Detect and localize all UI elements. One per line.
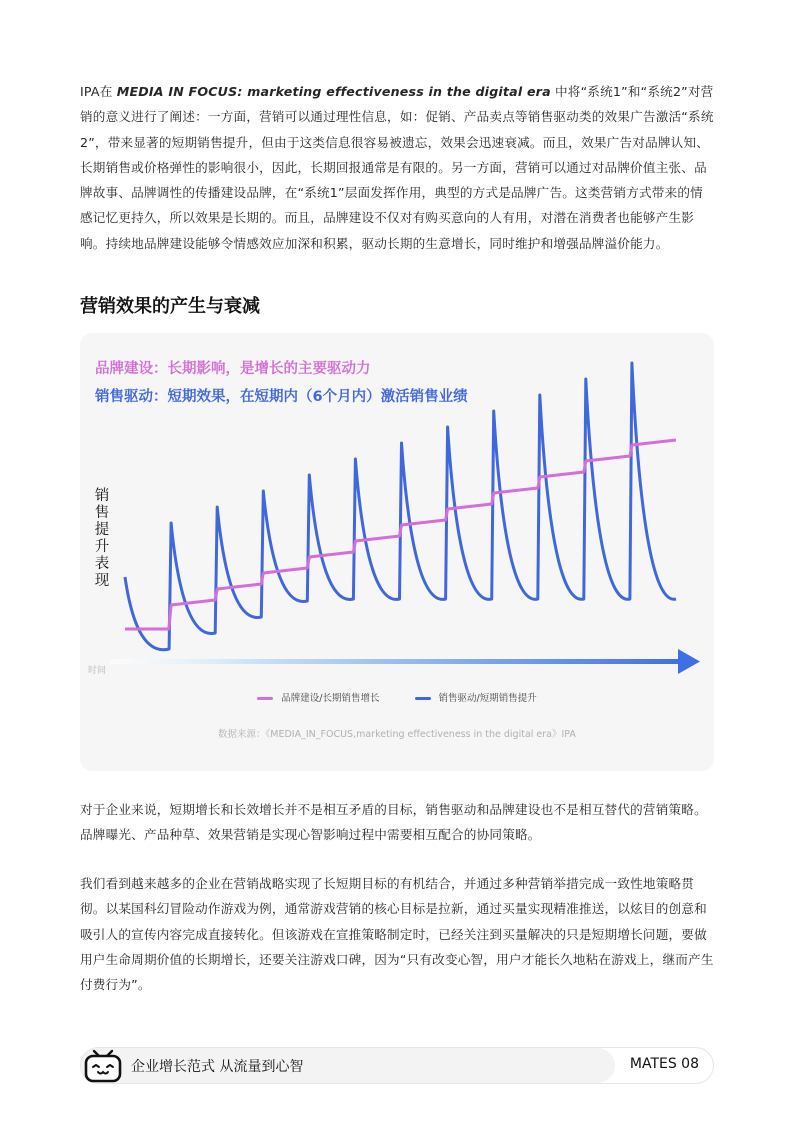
brand-building-headline: 品牌建设：长期影响，是增长的主要驱动力	[95, 361, 371, 377]
legend-item-brand	[257, 690, 379, 704]
chart-card	[80, 333, 714, 771]
tv-face-icon	[83, 1048, 123, 1084]
legend-label-sales: 销售驱动/短期销售提升	[438, 693, 537, 704]
legend-swatch-brand	[257, 697, 273, 700]
data-source: 数据来源：《MEDIA_IN_FOCUS,marketing effectiveness in the digital era》IPA	[218, 729, 576, 740]
section-title: 营销效果的产生与衰减	[80, 296, 260, 317]
legend-swatch-sales	[415, 697, 431, 700]
chart-legend	[80, 690, 714, 704]
x-axis-label: 时间	[88, 666, 107, 676]
time-axis-arrow	[678, 649, 700, 674]
intro-paragraph	[80, 79, 714, 256]
intro-prefix: IPA在	[80, 84, 117, 99]
time-axis-bar	[110, 659, 680, 664]
footer-title: 企业增长范式 从流量到心智	[131, 1059, 304, 1075]
footer-bar	[80, 1047, 714, 1084]
sales-driven-headline: 销售驱动：短期效果，在短期内（6个月内）激活销售业绩	[95, 389, 468, 405]
series-layer	[125, 363, 676, 650]
page-number: MATES 08	[629, 1056, 699, 1072]
legend-label-brand: 品牌建设/长期销售增长	[281, 693, 380, 704]
series-line-sales	[125, 363, 676, 650]
publication-title: MEDIA IN FOCUS: marketing effectiveness in the digital era	[116, 84, 551, 99]
paragraph-enterprise: 对于企业来说，短期增长和长效增长并不是相互矛盾的目标，销售驱动和品牌建设也不是相互替代的营销策略。品牌曝光、产品种草、效果营销是实现心智影响过程中需要相互配合的协同策略。	[80, 802, 707, 843]
y-axis-label: 销售提升表现	[94, 488, 110, 589]
paragraph-case-study: 我们看到越来越多的企业在营销战略实现了长短期目标的有机结合，并通过多种营销举措完成一致性地策略贯彻。以某国科幻冒险动作游戏为例，通常游戏营销的核心目标是拉新，通过买量实现精准推送，以炫目的创意和吸引人的宣传内容完成直接转化。但该游戏在宣推策略制定时，已经关注到买量解决的只是短期增长问题，要做用户生命周期价值的长期增长，还要关注游戏口碑，因为“只有改变心智，用户才能长久地粘在游戏上，继而产生付费行为”。	[80, 876, 714, 993]
intro-body: 中将“系统1”和“系统2”对营销的意义进行了阐述：一方面，营销可以通过理性信息，如：促销、产品卖点等销售驱动类的效果广告激活“系统2”，带来显著的短期销售提升，但由于这类信息很容易被遗忘，效果会迅速衰减。而且，效果广告对品牌认知、长期销售或价格弹性的影响很小，因此，长期回报通常是有限的。另一方面，营销可以通过对品牌价值主张、品牌故事、品牌调性的传播建设品牌，在“系统1”层面发挥作用，典型的方式是品牌广告。这类营销方式带来的情感记忆更持久，所以效果是长期的。而且，品牌建设不仅对有购买意向的人有用，对潜在消费者也能够产生影响。持续地品牌建设能够令情感效应加深和积累，驱动长期的生意增长，同时维护和增强品牌溢价能力。	[80, 84, 714, 251]
legend-item-sales	[415, 690, 537, 704]
